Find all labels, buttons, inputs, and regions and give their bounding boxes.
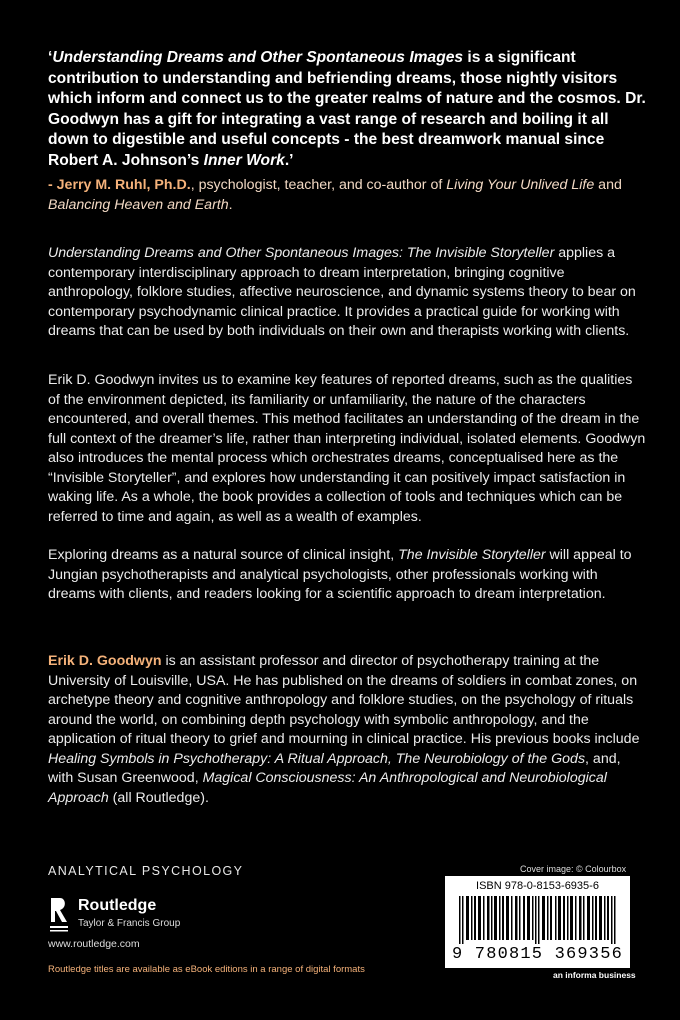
attribution-period: . — [228, 196, 233, 213]
publisher-name: Routledge — [78, 897, 157, 914]
cover-image-credit: Cover image: © Colourbox — [520, 864, 627, 874]
endorser-name: - Jerry M. Ruhl, Ph.D. — [48, 177, 191, 193]
description-paragraph-1 — [48, 244, 648, 342]
author-name: Erik D. Goodwyn — [48, 653, 162, 669]
quote-open: ‘ — [48, 49, 53, 66]
description-book-title: Understanding Dreams and Other Spontaneous Images: The Invisible Storyteller — [48, 245, 555, 261]
description-text-3a: Exploring dreams as a natural source of clinical insight, — [48, 547, 399, 563]
publisher-group: Taylor & Francis Group — [78, 918, 181, 929]
quote-book-title: Understanding Dreams and Other Spontaneous Images — [52, 49, 464, 66]
series-label: ANALYTICAL PSYCHOLOGY — [48, 864, 244, 878]
ebook-note: Routledge titles are available as eBook editions in a range of digital formats — [48, 964, 365, 975]
author-bio-text-b: , and, with Susan Greenwood, — [48, 750, 621, 786]
quote-inner-work: Inner Work — [203, 151, 285, 169]
description-text-3b: will appeal to Jungian psychotherapists and analytical psychologists, other professionals working with dreams with clients, and readers looking for a scientific approach to dream interpretation. — [48, 547, 632, 602]
isbn-digits: 9 780815 369356 — [451, 945, 624, 964]
attribution-text: , psychologist, teacher, and co-author of — [190, 177, 447, 193]
attribution-book1: Living Your Unlived Life — [446, 177, 595, 193]
description-paragraph-2: Erik D. Goodwyn invites us to examine key features of reported dreams, such as the qualities of the environment depicted, its familiarity or unfamiliarity, the nature of the characters encountered, and overall themes. This method facilitates an understanding of the dream in the full context of the dreamer’s life, rather than interpreting individual, isolated elements. Goodwyn also introduces the mental process which orchestrates dreams, conceptualised here as the “Invisible Storyteller”, and explores how understanding it can positively impact satisfaction in waking life. As a whole, the book provides a collection of tools and techniques which can be referred to time and again, as well as a wealth of examples. — [48, 372, 646, 525]
description-text-1: applies a contemporary interdisciplinary approach to dream interpretation, bringing cognitive anthropology, folklore studies, affective neuroscience, and dynamic systems theory to bear on contemporary psychodynamic clinical practice. It provides a practical guide for working with dreams that can be used by both individuals on their own and therapists working with clients. — [48, 245, 636, 339]
isbn-barcode — [445, 876, 630, 968]
isbn-label: ISBN 978-0-8153-6935-6 — [476, 880, 599, 892]
author-bio — [48, 652, 648, 808]
quote-close: .’ — [284, 151, 294, 169]
informa-note: an informa business — [553, 970, 636, 980]
attribution-and: and — [594, 177, 622, 193]
description-paragraph-3 — [48, 546, 648, 605]
barcode-icon — [459, 896, 616, 944]
publisher-website: www.routledge.com — [48, 938, 140, 950]
author-bio-text-a: is an assistant professor and director of psychotherapy training at the University of Louisville, USA. He has published on the dreams of soldiers in combat zones, on archetype theory and cognitive anthropology and folklore studies, on the psychology of rituals around the world, on combining depth psychology with symbolic anthropology, and the application of ritual theory to grief and mourning in clinical practice. His previous books include — [48, 653, 640, 747]
description-title-3: The Invisible Storyteller — [398, 547, 546, 563]
endorsement-attribution — [48, 176, 648, 215]
attribution-book2: Balancing Heaven and Earth — [48, 196, 229, 213]
author-previous-books: Healing Symbols in Psychotherapy: A Ritual Approach, The Neurobiology of the Gods — [48, 750, 586, 767]
author-bio-text-c: (all Routledge). — [108, 789, 209, 806]
endorsement-quote — [48, 48, 648, 172]
quote-text: is a significant contribution to understanding and befriending dreams, those nightly visitors which inform and connect us to the greater realms of nature and the cosmos. Dr. Goodwyn has a gift for integrating a vast range of research and boiling it all down to digestible and useful concepts - the best dreamwork manual since Robert A. Johnson’s — [48, 49, 646, 169]
routledge-logo-icon — [48, 896, 70, 934]
author-coauthored-book: Magical Consciousness: An Anthropological and Neurobiological Approach — [48, 770, 607, 806]
